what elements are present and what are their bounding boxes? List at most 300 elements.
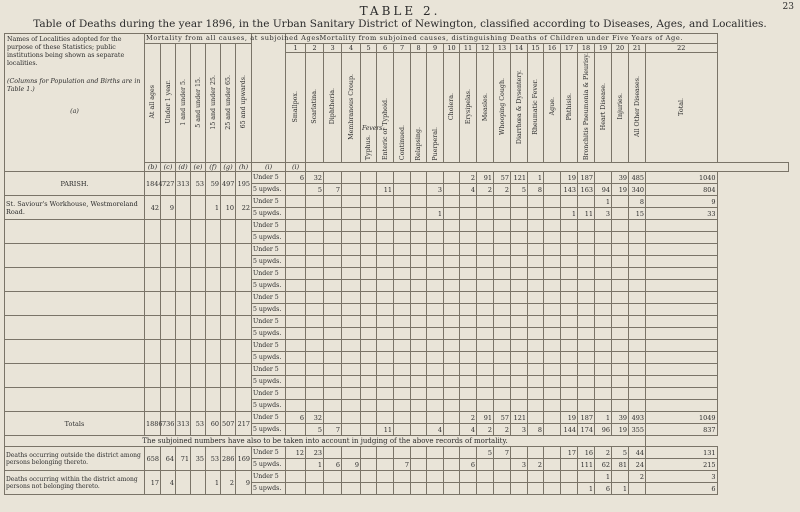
cause-value — [511, 232, 528, 244]
cause-value — [394, 256, 411, 268]
age-value — [161, 316, 176, 340]
cause-value — [528, 364, 544, 376]
cause-header — [324, 53, 342, 163]
cause-header — [377, 53, 394, 163]
cause-header — [612, 53, 629, 163]
cause-label: Typhus. — [365, 135, 373, 161]
age-value: 71 — [176, 447, 191, 471]
cause-value — [306, 232, 324, 244]
age-value: 736 — [161, 412, 176, 436]
cause-value — [528, 328, 544, 340]
cause-value — [494, 483, 511, 495]
age-value: 42 — [145, 196, 161, 220]
age-col-label: 15 and under 25. — [209, 74, 217, 130]
cause-value — [511, 220, 528, 232]
age-group-label: 5 upwds. — [252, 184, 286, 196]
cause-value — [324, 316, 342, 328]
cause-value — [361, 280, 377, 292]
cause-value — [361, 244, 377, 256]
cause-value: 1 — [578, 483, 595, 495]
cause-value — [544, 364, 561, 376]
cause-value — [477, 232, 494, 244]
cause-label: Measles. — [481, 92, 489, 121]
cause-value — [324, 244, 342, 256]
age-group-label: Under 5 — [252, 220, 286, 232]
age-group-label: 5 upwds. — [252, 232, 286, 244]
cause-value — [361, 292, 377, 304]
table-row — [5, 447, 789, 459]
cause-value — [306, 292, 324, 304]
age-group-label: Under 5 — [252, 412, 286, 424]
age-group-label: 5 upwds. — [252, 280, 286, 292]
cause-value — [544, 316, 561, 328]
cause-value — [324, 376, 342, 388]
cause-value — [460, 483, 477, 495]
cause-value — [394, 471, 411, 483]
cause-value — [324, 328, 342, 340]
cause-value — [595, 400, 612, 412]
cause-label: Scarlatina. — [311, 89, 319, 124]
age-value — [221, 316, 236, 340]
age-value — [236, 268, 252, 292]
cause-value — [286, 424, 306, 436]
age-value: 1886 — [145, 412, 161, 436]
cause-label: Ague. — [548, 97, 556, 116]
cause-value — [528, 388, 544, 400]
cause-value — [427, 447, 444, 459]
age-col-label: At all ages — [149, 85, 156, 119]
cause-value: 1 — [612, 483, 629, 495]
cause-number: 20 — [612, 44, 629, 53]
cause-value — [411, 471, 427, 483]
table-header — [5, 34, 789, 172]
cause-value — [578, 280, 595, 292]
cause-value — [561, 459, 578, 471]
cause-value — [612, 388, 629, 400]
cause-label: Total. — [677, 97, 685, 116]
cause-value — [561, 256, 578, 268]
cause-value — [361, 304, 377, 316]
cause-value — [394, 232, 411, 244]
cause-value — [427, 268, 444, 280]
cause-value — [494, 459, 511, 471]
age-value — [236, 316, 252, 340]
age-value: 9 — [236, 471, 252, 495]
cause-value: 8 — [528, 184, 544, 196]
locality-name — [5, 244, 145, 268]
age-value — [176, 268, 191, 292]
age-value: 195 — [236, 172, 252, 196]
cause-value — [286, 388, 306, 400]
cause-value — [511, 483, 528, 495]
locality-name — [5, 388, 145, 412]
cause-value — [394, 364, 411, 376]
cause-value — [646, 244, 717, 256]
age-value — [191, 292, 206, 316]
cause-value — [342, 340, 361, 352]
cause-value — [578, 352, 595, 364]
cause-value — [411, 172, 427, 184]
cause-value — [460, 364, 477, 376]
cause-value — [629, 268, 646, 280]
cause-value — [394, 268, 411, 280]
cause-value: 16 — [578, 447, 595, 459]
cause-value — [394, 280, 411, 292]
cause-value — [361, 208, 377, 220]
cause-value — [578, 256, 595, 268]
age-value — [236, 340, 252, 364]
cause-value — [511, 352, 528, 364]
cause-value — [342, 256, 361, 268]
age-value — [206, 268, 221, 292]
cause-value — [528, 292, 544, 304]
cause-value — [511, 328, 528, 340]
cause-value — [477, 208, 494, 220]
cause-value — [427, 220, 444, 232]
cause-value — [629, 316, 646, 328]
cause-number: 13 — [494, 44, 511, 53]
age-value — [191, 220, 206, 244]
table-row — [5, 388, 789, 400]
cause-value — [324, 447, 342, 459]
cause-value — [544, 400, 561, 412]
age-col-label: 1 and under 5. — [179, 78, 187, 126]
cause-value — [394, 388, 411, 400]
cause-value — [377, 244, 394, 256]
cause-value — [342, 268, 361, 280]
cause-value — [361, 376, 377, 388]
cause-value — [444, 220, 460, 232]
cause-value — [528, 376, 544, 388]
age-col-header — [145, 44, 161, 163]
cause-value — [578, 220, 595, 232]
cause-value — [629, 328, 646, 340]
totals-label: Totals — [5, 412, 145, 436]
cause-value — [444, 424, 460, 436]
cause-value — [324, 304, 342, 316]
cause-value — [544, 412, 561, 424]
cause-value — [306, 280, 324, 292]
cause-value — [561, 483, 578, 495]
cause-value — [324, 172, 342, 184]
locality-name — [5, 316, 145, 340]
cause-value — [646, 400, 717, 412]
cause-value — [578, 292, 595, 304]
cause-value — [411, 304, 427, 316]
cause-value — [361, 388, 377, 400]
cause-value — [595, 172, 612, 184]
cause-value — [377, 316, 394, 328]
cause-value — [494, 256, 511, 268]
cause-value — [629, 376, 646, 388]
age-value — [206, 388, 221, 412]
cause-value — [646, 340, 717, 352]
cause-value — [561, 220, 578, 232]
cause-label: All Other Diseases. — [633, 76, 641, 138]
age-value — [206, 364, 221, 388]
cause-value — [494, 292, 511, 304]
cause-value: 355 — [629, 424, 646, 436]
cause-value — [477, 400, 494, 412]
cause-value — [629, 364, 646, 376]
cause-number: 1 — [286, 44, 306, 53]
cause-value — [427, 471, 444, 483]
cause-value: 3 — [427, 184, 444, 196]
cause-header — [427, 53, 444, 163]
cause-value — [460, 316, 477, 328]
cause-value: 4 — [427, 424, 444, 436]
cause-value — [528, 412, 544, 424]
cause-value — [528, 232, 544, 244]
cause-value — [394, 292, 411, 304]
cause-value — [427, 232, 444, 244]
age-value — [191, 244, 206, 268]
cause-header — [342, 53, 361, 163]
cause-value — [394, 400, 411, 412]
cause-value — [544, 424, 561, 436]
cause-value — [544, 376, 561, 388]
cause-value — [342, 184, 361, 196]
cause-value — [629, 232, 646, 244]
cause-value: 1049 — [646, 412, 717, 424]
cause-value — [494, 316, 511, 328]
cause-value — [460, 352, 477, 364]
age-value: 1844 — [145, 172, 161, 196]
age-col-header — [176, 44, 191, 163]
cause-value — [324, 208, 342, 220]
cause-value — [544, 184, 561, 196]
cause-value: 9 — [342, 459, 361, 471]
cause-value — [612, 304, 629, 316]
cause-value — [411, 400, 427, 412]
cause-value — [411, 424, 427, 436]
cause-value — [544, 172, 561, 184]
cause-value — [629, 400, 646, 412]
cause-value: 17 — [561, 447, 578, 459]
cause-value — [511, 376, 528, 388]
cause-value — [411, 459, 427, 471]
cause-value — [377, 340, 394, 352]
cause-value — [477, 459, 494, 471]
cause-value — [544, 268, 561, 280]
cause-value: 11 — [578, 208, 595, 220]
cause-value — [361, 268, 377, 280]
cause-value — [306, 268, 324, 280]
cause-value — [286, 244, 306, 256]
cause-value — [528, 208, 544, 220]
cause-value: 24 — [629, 459, 646, 471]
cause-value — [595, 376, 612, 388]
cause-value — [286, 304, 306, 316]
cause-label: Cholera. — [448, 92, 456, 121]
age-value — [176, 471, 191, 495]
age-value: 53 — [206, 447, 221, 471]
age-value — [145, 316, 161, 340]
cause-value — [612, 328, 629, 340]
cause-value — [377, 220, 394, 232]
cause-value — [306, 220, 324, 232]
cause-value — [595, 316, 612, 328]
cause-value — [511, 208, 528, 220]
age-value — [176, 292, 191, 316]
cause-value — [324, 471, 342, 483]
cause-value — [494, 352, 511, 364]
cause-value: 131 — [646, 447, 717, 459]
table-row — [5, 316, 789, 328]
cause-value — [342, 280, 361, 292]
age-value: 217 — [236, 412, 252, 436]
cause-value — [286, 196, 306, 208]
cause-value: 12 — [286, 447, 306, 459]
age-col-header — [236, 44, 252, 163]
cause-label: Continued. — [398, 125, 406, 161]
cause-value — [306, 244, 324, 256]
cause-value: 57 — [494, 172, 511, 184]
cause-value — [612, 232, 629, 244]
cause-value — [477, 388, 494, 400]
cause-label: Membranous Croup. — [347, 73, 355, 140]
cause-value — [477, 292, 494, 304]
cause-value: 11 — [377, 424, 394, 436]
age-value — [191, 388, 206, 412]
age-value — [206, 316, 221, 340]
cause-value — [511, 256, 528, 268]
cause-value — [306, 340, 324, 352]
cause-value — [494, 471, 511, 483]
cause-value: 1 — [561, 208, 578, 220]
table-row — [5, 220, 789, 232]
cause-value: 5 — [612, 447, 629, 459]
cause-value — [494, 388, 511, 400]
cause-value — [377, 400, 394, 412]
cause-value — [411, 352, 427, 364]
cause-value — [629, 244, 646, 256]
cause-header — [561, 53, 578, 163]
cause-value — [460, 328, 477, 340]
cause-value — [306, 376, 324, 388]
locality-name — [5, 340, 145, 364]
cause-value — [646, 376, 717, 388]
cause-value — [561, 280, 578, 292]
cause-value — [528, 471, 544, 483]
cause-number: 15 — [528, 44, 544, 53]
cause-value — [494, 328, 511, 340]
age-group-label: Under 5 — [252, 340, 286, 352]
cause-value — [324, 280, 342, 292]
age-value: 53 — [191, 412, 206, 436]
age-value — [206, 244, 221, 268]
cause-value — [444, 268, 460, 280]
cause-value — [427, 328, 444, 340]
age-value — [236, 220, 252, 244]
cause-value — [612, 268, 629, 280]
cause-value — [361, 220, 377, 232]
cause-value — [477, 352, 494, 364]
cause-value — [427, 292, 444, 304]
cause-value — [361, 424, 377, 436]
cause-value: 1 — [595, 196, 612, 208]
cause-value — [477, 244, 494, 256]
cause-value: 1040 — [646, 172, 717, 184]
cause-value — [578, 376, 595, 388]
cause-value — [286, 292, 306, 304]
cause-value — [444, 172, 460, 184]
mortality-causes-header: Mortality from subjoined causes, distinguishing Deaths of Children under Five Years of Age. — [286, 34, 717, 44]
column-letter: (a) — [70, 108, 79, 115]
cause-value — [286, 280, 306, 292]
cause-value — [561, 268, 578, 280]
cause-value — [477, 220, 494, 232]
cause-value — [494, 280, 511, 292]
cause-value — [477, 376, 494, 388]
cause-value — [411, 483, 427, 495]
cause-label: Relapsing. — [415, 126, 423, 161]
cause-value — [361, 400, 377, 412]
age-value — [161, 292, 176, 316]
cause-value — [460, 340, 477, 352]
cause-value — [511, 471, 528, 483]
cause-value — [444, 352, 460, 364]
cause-header — [544, 53, 561, 163]
causes-letter-blank — [306, 163, 789, 172]
cause-value — [544, 232, 561, 244]
cause-value — [494, 196, 511, 208]
cause-value — [460, 376, 477, 388]
cause-value — [411, 364, 427, 376]
age-group-label: Under 5 — [252, 471, 286, 483]
cause-value — [411, 244, 427, 256]
cause-value — [646, 364, 717, 376]
locality-header-label: Names of Localities adopted for the purpose of these Statistics; public institutions being shown as separate localities. — [7, 36, 125, 67]
cause-value — [306, 364, 324, 376]
age-value — [145, 388, 161, 412]
cause-value: 7 — [324, 184, 342, 196]
cause-value — [460, 256, 477, 268]
cause-value — [342, 208, 361, 220]
cause-value: 19 — [561, 172, 578, 184]
cause-value — [377, 388, 394, 400]
age-value — [221, 292, 236, 316]
cause-value — [612, 292, 629, 304]
cause-value — [477, 364, 494, 376]
age-group-label: 5 upwds. — [252, 208, 286, 220]
cause-value — [511, 316, 528, 328]
cause-value — [377, 459, 394, 471]
cause-value — [544, 388, 561, 400]
cause-value — [629, 256, 646, 268]
age-value — [176, 196, 191, 220]
cause-value — [612, 364, 629, 376]
cause-value — [460, 471, 477, 483]
cause-value — [394, 220, 411, 232]
cause-value — [544, 483, 561, 495]
cause-value — [361, 352, 377, 364]
cause-value — [629, 483, 646, 495]
age-value: 9 — [161, 196, 176, 220]
age-group-label: Under 5 — [252, 447, 286, 459]
age-value — [145, 292, 161, 316]
cause-value — [595, 328, 612, 340]
cause-label: Injuries. — [616, 93, 624, 120]
cause-value — [528, 400, 544, 412]
cause-value — [324, 340, 342, 352]
cause-value: 23 — [306, 447, 324, 459]
cause-value — [361, 316, 377, 328]
age-value — [236, 292, 252, 316]
outside-deaths-label: Deaths occurring outside the district among persons belonging thereto. — [5, 447, 145, 471]
cause-value — [544, 340, 561, 352]
cause-value: 1 — [595, 471, 612, 483]
